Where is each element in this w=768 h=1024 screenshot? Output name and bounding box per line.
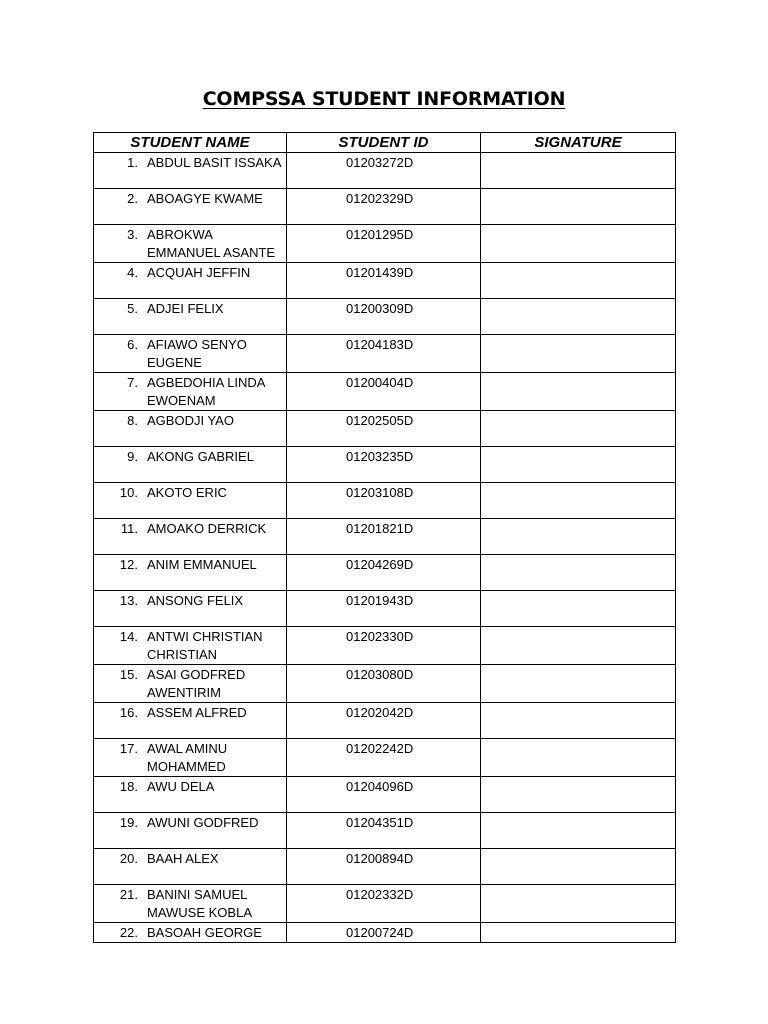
student-id-cell	[287, 225, 481, 263]
signature-cell	[481, 665, 676, 703]
student-id-cell	[287, 373, 481, 411]
student-id: 01200724D	[346, 925, 414, 940]
student-name-cell	[94, 777, 287, 813]
signature-cell	[481, 225, 676, 263]
student-id-cell	[287, 813, 481, 849]
student-name: BAAH ALEX	[147, 851, 219, 866]
row-number: 14.	[119, 629, 138, 644]
student-id: 01204269D	[346, 557, 414, 572]
student-name-cell	[94, 591, 287, 627]
student-id: 01202042D	[346, 705, 414, 720]
student-name: ABOAGYE KWAME	[147, 191, 263, 206]
row-number: 5.	[127, 301, 138, 316]
student-id-cell	[287, 739, 481, 777]
student-name: ACQUAH JEFFIN	[147, 265, 251, 280]
student-id-cell	[287, 335, 481, 373]
student-name: ANIM EMMANUEL	[147, 557, 257, 572]
student-name: AGBEDOHIA LINDA EWOENAM	[147, 375, 265, 408]
signature-cell	[481, 885, 676, 923]
student-name: AWU DELA	[147, 779, 215, 794]
student-id: 01203108D	[346, 485, 414, 500]
table-header-row	[94, 133, 676, 153]
signature-cell	[481, 777, 676, 813]
row-number: 1.	[127, 155, 138, 170]
table-row	[94, 189, 676, 225]
signature-cell	[481, 627, 676, 665]
student-name: AKOTO ERIC	[147, 485, 227, 500]
student-id-cell	[287, 447, 481, 483]
signature-cell	[481, 923, 676, 943]
student-name: BANINI SAMUEL MAWUSE KOBLA	[147, 887, 252, 920]
student-id: 01204183D	[346, 337, 414, 352]
table-row	[94, 849, 676, 885]
student-name-cell	[94, 411, 287, 447]
student-name-cell	[94, 483, 287, 519]
signature-cell	[481, 519, 676, 555]
student-id-cell	[287, 627, 481, 665]
student-name-cell	[94, 153, 287, 189]
table-row	[94, 555, 676, 591]
student-name: AFIAWO SENYO EUGENE	[147, 337, 247, 370]
row-number: 7.	[127, 375, 138, 390]
row-number: 10.	[119, 485, 138, 500]
student-id-cell	[287, 777, 481, 813]
student-id: 01203080D	[346, 667, 414, 682]
student-name-cell	[94, 555, 287, 591]
table-row	[94, 299, 676, 335]
page-title-text: COMPSSA STUDENT INFORMATION	[202, 88, 566, 110]
student-name: ASSEM ALFRED	[147, 705, 247, 720]
student-name-cell	[94, 813, 287, 849]
student-name: ANTWI CHRISTIAN CHRISTIAN	[147, 629, 263, 662]
signature-cell	[481, 153, 676, 189]
table-row	[94, 483, 676, 519]
student-name: AWAL AMINU MOHAMMED	[147, 741, 228, 774]
student-id-cell	[287, 153, 481, 189]
row-number: 22.	[119, 925, 138, 940]
row-number: 21.	[119, 887, 138, 902]
table-row	[94, 885, 676, 923]
table-row	[94, 739, 676, 777]
table-row	[94, 777, 676, 813]
student-id: 01202330D	[346, 629, 414, 644]
student-name-cell	[94, 519, 287, 555]
row-number: 20.	[119, 851, 138, 866]
student-name-cell	[94, 849, 287, 885]
signature-cell	[481, 739, 676, 777]
student-name: AKONG GABRIEL	[147, 449, 254, 464]
signature-cell	[481, 373, 676, 411]
signature-cell	[481, 299, 676, 335]
student-id: 01202332D	[346, 887, 414, 902]
table-body	[94, 153, 676, 943]
student-name-cell	[94, 299, 287, 335]
student-name-cell	[94, 225, 287, 263]
column-header-signature: SIGNATURE	[481, 133, 676, 153]
student-name-cell	[94, 189, 287, 225]
student-name: ANSONG FELIX	[147, 593, 244, 608]
student-name-cell	[94, 263, 287, 299]
student-name: BASOAH GEORGE	[147, 925, 262, 940]
table-row	[94, 335, 676, 373]
row-number: 11.	[120, 521, 138, 536]
student-name-cell	[94, 923, 287, 943]
signature-cell	[481, 813, 676, 849]
student-id-cell	[287, 411, 481, 447]
student-id: 01202329D	[346, 191, 414, 206]
student-name-cell	[94, 627, 287, 665]
student-name-cell	[94, 739, 287, 777]
student-id: 01200894D	[346, 851, 414, 866]
row-number: 13.	[119, 593, 138, 608]
student-id: 01202505D	[346, 413, 414, 428]
student-name: AMOAKO DERRICK	[147, 521, 267, 536]
row-number: 16.	[119, 705, 138, 720]
student-id: 01204096D	[346, 779, 414, 794]
student-id: 01202242D	[346, 741, 414, 756]
table-row	[94, 923, 676, 943]
student-id: 01201821D	[346, 521, 414, 536]
student-name-cell	[94, 447, 287, 483]
table-row	[94, 411, 676, 447]
row-number: 2.	[127, 191, 138, 206]
student-id: 01203235D	[346, 449, 414, 464]
row-number: 9.	[127, 449, 138, 464]
row-number: 15.	[119, 667, 138, 682]
student-name: AGBODJI YAO	[147, 413, 234, 428]
student-id: 01200309D	[346, 301, 414, 316]
student-name-cell	[94, 373, 287, 411]
column-header-id: STUDENT ID	[287, 133, 481, 153]
signature-cell	[481, 335, 676, 373]
student-name: ASAI GODFRED AWENTIRIM	[147, 667, 246, 700]
student-id: 01201943D	[346, 593, 414, 608]
table-row	[94, 153, 676, 189]
row-number: 8.	[127, 413, 138, 428]
student-name: ABDUL BASIT ISSAKA	[147, 155, 282, 170]
student-name: ABROKWA EMMANUEL ASANTE	[147, 227, 276, 260]
table-row	[94, 263, 676, 299]
table-row	[94, 373, 676, 411]
student-id-cell	[287, 849, 481, 885]
student-id-cell	[287, 703, 481, 739]
column-header-name: STUDENT NAME	[94, 133, 287, 153]
row-number: 4.	[127, 265, 138, 280]
table-row	[94, 591, 676, 627]
student-id: 01204351D	[346, 815, 414, 830]
row-number: 6.	[127, 337, 138, 352]
table-row	[94, 665, 676, 703]
student-id: 01201439D	[346, 265, 414, 280]
table-row	[94, 813, 676, 849]
row-number: 18.	[119, 779, 138, 794]
student-name: ADJEI FELIX	[147, 301, 224, 316]
row-number: 17.	[119, 741, 138, 756]
row-number: 12.	[119, 557, 138, 572]
table-row	[94, 447, 676, 483]
signature-cell	[481, 703, 676, 739]
table-row	[94, 519, 676, 555]
table-row	[94, 225, 676, 263]
student-id-cell	[287, 189, 481, 225]
signature-cell	[481, 447, 676, 483]
student-id-cell	[287, 591, 481, 627]
table-row	[94, 703, 676, 739]
student-id: 01203272D	[346, 155, 414, 170]
student-id-cell	[287, 519, 481, 555]
signature-cell	[481, 483, 676, 519]
signature-cell	[481, 189, 676, 225]
student-id-cell	[287, 665, 481, 703]
row-number: 3.	[127, 227, 138, 242]
student-name-cell	[94, 703, 287, 739]
student-id: 01200404D	[346, 375, 414, 390]
signature-cell	[481, 411, 676, 447]
student-id-cell	[287, 263, 481, 299]
student-id-cell	[287, 923, 481, 943]
student-name-cell	[94, 335, 287, 373]
student-name-cell	[94, 885, 287, 923]
table-row	[94, 627, 676, 665]
student-id: 01201295D	[346, 227, 414, 242]
student-table	[93, 132, 676, 943]
signature-cell	[481, 849, 676, 885]
student-name-cell	[94, 665, 287, 703]
student-id-cell	[287, 299, 481, 335]
student-id-cell	[287, 555, 481, 591]
signature-cell	[481, 591, 676, 627]
signature-cell	[481, 555, 676, 591]
student-name: AWUNI GODFRED	[147, 815, 259, 830]
signature-cell	[481, 263, 676, 299]
student-id-cell	[287, 885, 481, 923]
row-number: 19.	[119, 815, 138, 830]
student-id-cell	[287, 483, 481, 519]
page-title	[0, 88, 768, 110]
